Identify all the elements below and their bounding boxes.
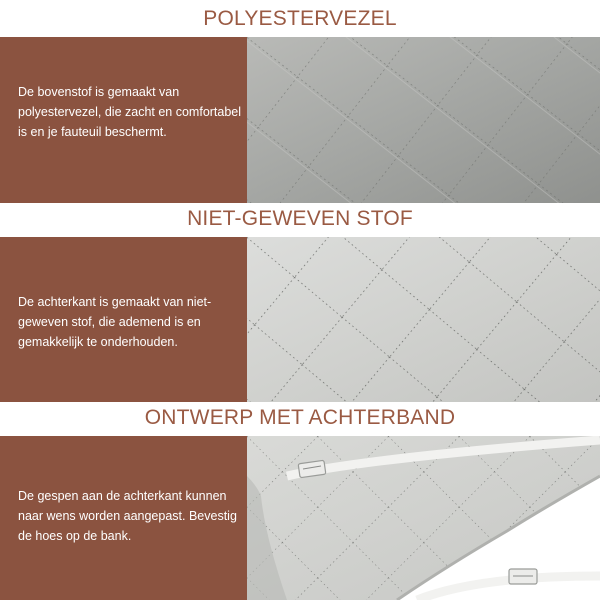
section-heading-back-strap: ONTWERP MET ACHTERBAND [144,406,456,429]
section-heading-non-woven: NIET-GEWEVEN STOF [187,207,413,230]
back-strap-image [247,436,600,600]
description-panel [0,436,247,600]
back-strap-svg [247,436,600,600]
section-back-strap [0,436,600,600]
non-woven-fabric-svg [247,237,600,402]
section-description: De achterkant is gemaakt van niet-geweven stof, die ademend is en gemakkelijk te onderhouden. [18,295,212,349]
polyester-fabric-image [247,37,600,203]
section-description: De bovenstof is gemaakt van polyestervezel, die zacht en comfortabel is en je fauteuil beschermt. [18,85,242,139]
section-description: De gespen aan de achterkant kunnen naar wens worden aangepast. Bevestig de hoes op de bank. [18,489,237,543]
description-panel [0,37,247,203]
non-woven-fabric-image [247,237,600,402]
section-polyester [0,37,600,203]
section-heading-polyester: POLYESTERVEZEL [203,7,397,30]
polyester-fabric-svg [247,37,600,203]
section-non-woven [0,237,600,402]
description-panel [0,237,247,402]
